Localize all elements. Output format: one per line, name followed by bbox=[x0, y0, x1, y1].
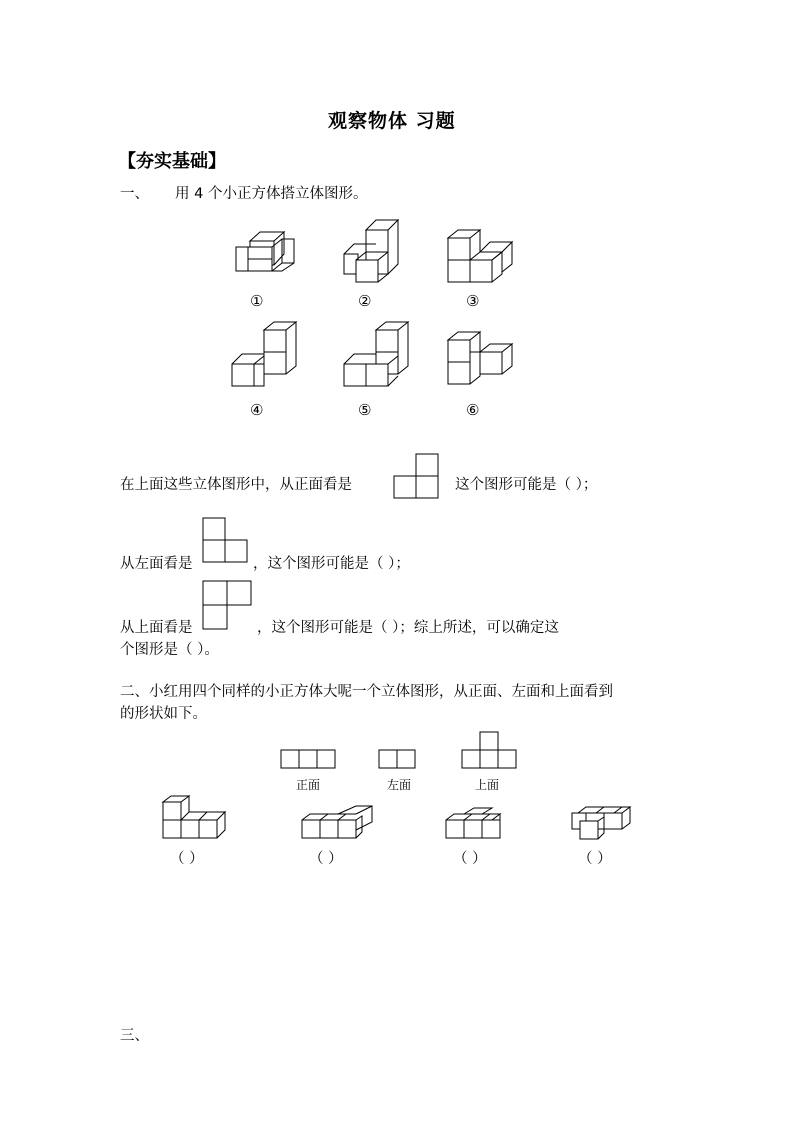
q2-left-view bbox=[378, 749, 416, 769]
front-view-diagram bbox=[393, 453, 441, 501]
cube-figure-1 bbox=[234, 228, 294, 278]
q2-front-view bbox=[280, 749, 336, 769]
cube-figure-3 bbox=[446, 228, 516, 286]
cube-figure-6 bbox=[446, 330, 516, 388]
top-view-answer: ，这个图形可能是（ ）；综上所述，可以确定这 bbox=[257, 620, 559, 636]
q1-text: 用 4 个小正方体搭立体图形。 bbox=[175, 186, 368, 202]
q2-front-label: 正面 bbox=[296, 778, 321, 792]
q2-text-line2: 的形状如下。 bbox=[120, 706, 207, 722]
section-heading: 【夯实基础】 bbox=[118, 151, 226, 172]
page-title: 观察物体 习题 bbox=[328, 110, 456, 132]
figure-label-5: ⑤ bbox=[358, 401, 372, 419]
q2-top-label: 上面 bbox=[475, 778, 500, 792]
top-view-diagram bbox=[201, 580, 253, 630]
q2-option-figure-2 bbox=[300, 804, 374, 840]
q2-option-figure-1 bbox=[161, 794, 227, 840]
cube-figure-5 bbox=[342, 320, 412, 388]
q2-answer-1: （ ） bbox=[170, 851, 204, 867]
front-view-answer: 这个图形可能是（ ）； bbox=[455, 477, 598, 493]
q2-top-view bbox=[461, 731, 517, 769]
front-view-prompt: 在上面这些立体图形中，从正面看是 bbox=[120, 477, 352, 493]
top-view-prompt: 从上面看是 bbox=[120, 620, 193, 636]
left-view-diagram bbox=[201, 517, 251, 565]
q2-text-line1: 二、小红用四个同样的小正方体大呢一个立体图形，从正面、左面和上面看到 bbox=[120, 684, 613, 700]
cube-figure-2 bbox=[340, 218, 402, 284]
figure-label-3: ③ bbox=[466, 292, 480, 310]
q2-option-figure-4 bbox=[570, 805, 632, 841]
figure-label-6: ⑥ bbox=[466, 401, 480, 419]
q2-left-label: 左面 bbox=[387, 778, 412, 792]
figure-label-4: ④ bbox=[250, 401, 264, 419]
cube-figure-4 bbox=[230, 320, 300, 388]
left-view-prompt: 从左面看是 bbox=[120, 556, 193, 572]
q2-answer-3: （ ） bbox=[453, 851, 487, 867]
q2-option-figure-3 bbox=[444, 806, 506, 840]
q2-answer-2: （ ） bbox=[309, 851, 343, 867]
q1-number: 一、 bbox=[120, 186, 149, 202]
q3-number: 三、 bbox=[120, 1028, 149, 1044]
q2-answer-4: （ ） bbox=[578, 851, 612, 867]
figure-label-1: ① bbox=[250, 292, 264, 310]
left-view-answer: ，这个图形可能是（ ）； bbox=[253, 556, 410, 572]
figure-label-2: ② bbox=[358, 292, 372, 310]
q1-conclusion: 个图形是（ ）。 bbox=[120, 642, 219, 658]
